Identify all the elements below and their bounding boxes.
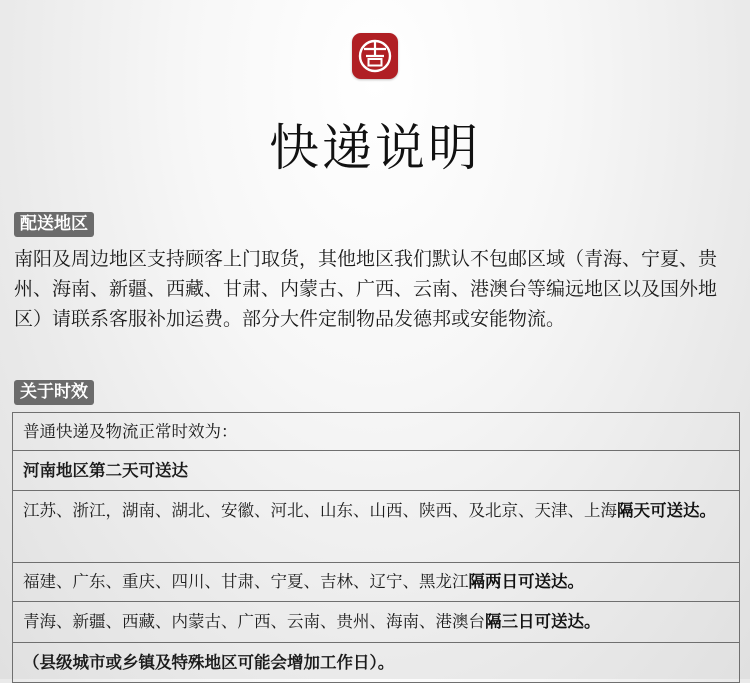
page-title: 快递说明 [269, 119, 481, 177]
timing-intro: 普通快递及物流正常时效为： [23, 422, 238, 441]
section-tag-timing: 关于时效 [14, 380, 94, 405]
table-row [13, 563, 739, 602]
table-row [13, 491, 739, 563]
table-row [13, 643, 739, 683]
timing-regions-2-duration: 隔两日可送达。 [468, 572, 584, 591]
delivery-area-text: 南阳及周边地区支持顾客上门取货，其他地区我们默认不包邮区域（青海、宁夏、贵州、海南、新疆、西藏、甘肃、内蒙古、广西、云南、港澳台等编远地区以及国外地区）请联系客服补加运费。部分大件定制物品发德邦或安能物流。 [14, 248, 718, 330]
table-row [13, 602, 739, 643]
timing-regions-1-duration: 隔天可送达。 [617, 501, 716, 520]
table-row [13, 413, 739, 451]
table-row [13, 451, 739, 491]
timing-regions-2: 福建、广东、重庆、四川、甘肃、宁夏、吉林、辽宁、黑龙江 [23, 572, 469, 591]
timing-regions-1: 江苏、浙江，湖南、湖北、安徽、河北、山东、山西、陕西、及北京、天津、上海 [23, 501, 617, 520]
timing-note: （县级城市或乡镇及特殊地区可能会增加工作日）。 [23, 653, 395, 672]
timing-regions-3-duration: 隔三日可送达。 [485, 612, 601, 631]
timing-table [12, 412, 740, 683]
timing-regions-3: 青海、新疆、西藏、内蒙古、广西、云南、贵州、海南、港澳台 [23, 612, 485, 631]
timing-henan: 河南地区第二天可送达 [23, 461, 188, 480]
section-tag-delivery-area: 配送地区 [14, 212, 94, 237]
seal-logo-icon [352, 33, 398, 79]
